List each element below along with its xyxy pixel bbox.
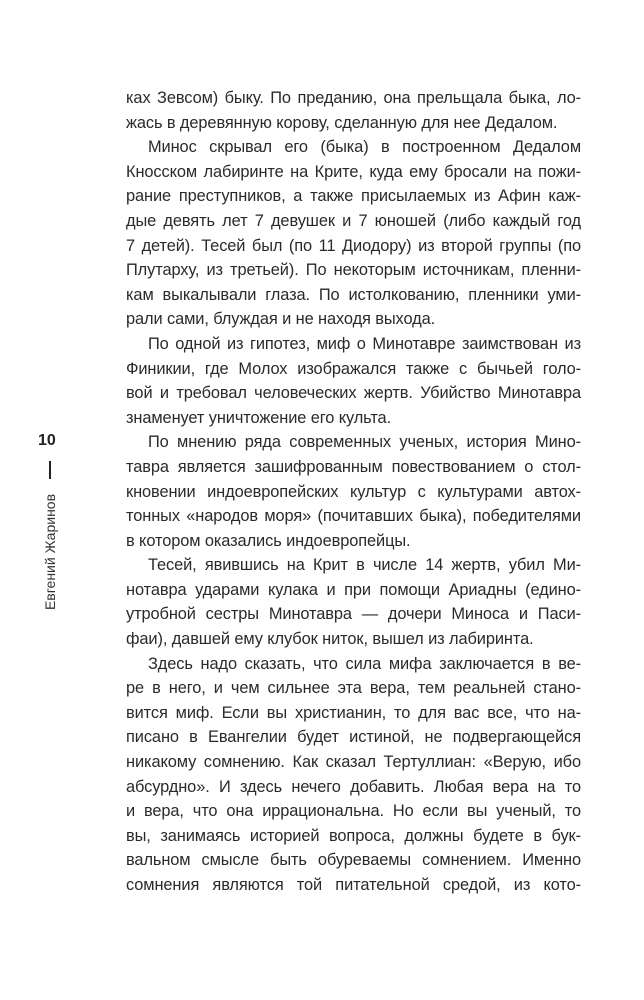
text-line: сомнения являются той питательной средой, из кото- (126, 876, 581, 894)
text-line: Здесь надо сказать, что сила мифа заключается в ве- (148, 654, 581, 673)
running-head-author: Евгений Жаринов (42, 493, 58, 611)
text-line: абсурдно». И здесь нечего добавить. Любая вера на то (126, 777, 581, 796)
text-line: 7 детей). Тесей был (по 11 Диодору) из второй группы (по (126, 236, 581, 255)
text-line: тонных «народов моря» (почитавших быка), победителями (126, 507, 581, 526)
text-line: тавра является зашифрованным повествованием о стол- (126, 457, 581, 476)
text-line: жась в деревянную корову, сделанную для нее Дедалом. (126, 113, 558, 132)
text-line: дые девять лет 7 девушек и 7 юношей (либо каждый год (126, 211, 581, 230)
text-line: ках Зевсом) быку. По преданию, она прельщала быка, ло- (126, 89, 581, 107)
text-line: Тесей, явившись на Крит в числе 14 жертв, убил Ми- (148, 556, 581, 575)
page-number: 10 (38, 432, 56, 449)
body-text (126, 86, 581, 898)
text-line: кновении индоевропейских культур с культурами автох- (126, 482, 581, 501)
text-line: По одной из гипотез, миф о Минотавре заимствован из (148, 334, 581, 353)
text-line: Кносском лабиринте на Крите, куда ему бросали на пожи- (126, 162, 581, 181)
text-line: в котором оказались индоевропейцы. (126, 531, 411, 550)
text-line: вой и требовал человеческих жертв. Убийство Минотавра (126, 384, 581, 403)
text-line: По мнению ряда современных ученых, история Мино- (148, 433, 581, 452)
text-line: вится миф. Если вы христианин, то для вас все, что на- (126, 703, 581, 722)
text-line: Минос скрывал его (быка) в построенном Дедалом (148, 138, 581, 157)
text-line: кам выкалывали глаза. По истолкованию, пленники уми- (126, 285, 581, 304)
text-line: Плутарху, из третьей). По некоторым источникам, пленни- (126, 261, 581, 280)
text-line: вальном смысле быть обуреваемы сомнением. Именно (126, 851, 581, 870)
text-line: нотавра ударами кулака и при помощи Ариадны (едино- (126, 580, 581, 599)
text-line: фаи), давшей ему клубок ниток, вышел из лабиринта. (126, 630, 534, 649)
text-line: Финикии, где Молох изображался также с бычьей голо- (126, 359, 581, 378)
text-line: рали сами, блуждая и не находя выхода. (126, 310, 436, 329)
text-line: ре в него, и чем сильнее эта вера, тем реальней стано- (126, 679, 581, 698)
text-line: никакому сомнению. Как сказал Тертуллиан: «Верую, ибо (126, 753, 581, 772)
running-head-divider (49, 461, 51, 479)
text-line: рание преступников, а также присылаемых из Афин каж- (126, 187, 581, 206)
text-line: утробной сестры Минотавра — дочери Миноса и Паси- (126, 605, 581, 624)
text-line: знаменует уничтожение его культа. (126, 408, 392, 427)
text-line: писано в Евангелии будет истиной, не подвергающейся (126, 728, 581, 747)
text-line: и вера, что она иррациональна. Но если вы ученый, то (126, 802, 581, 821)
text-line: вы, занимаясь историей вопроса, должны будете в бук- (126, 826, 581, 845)
